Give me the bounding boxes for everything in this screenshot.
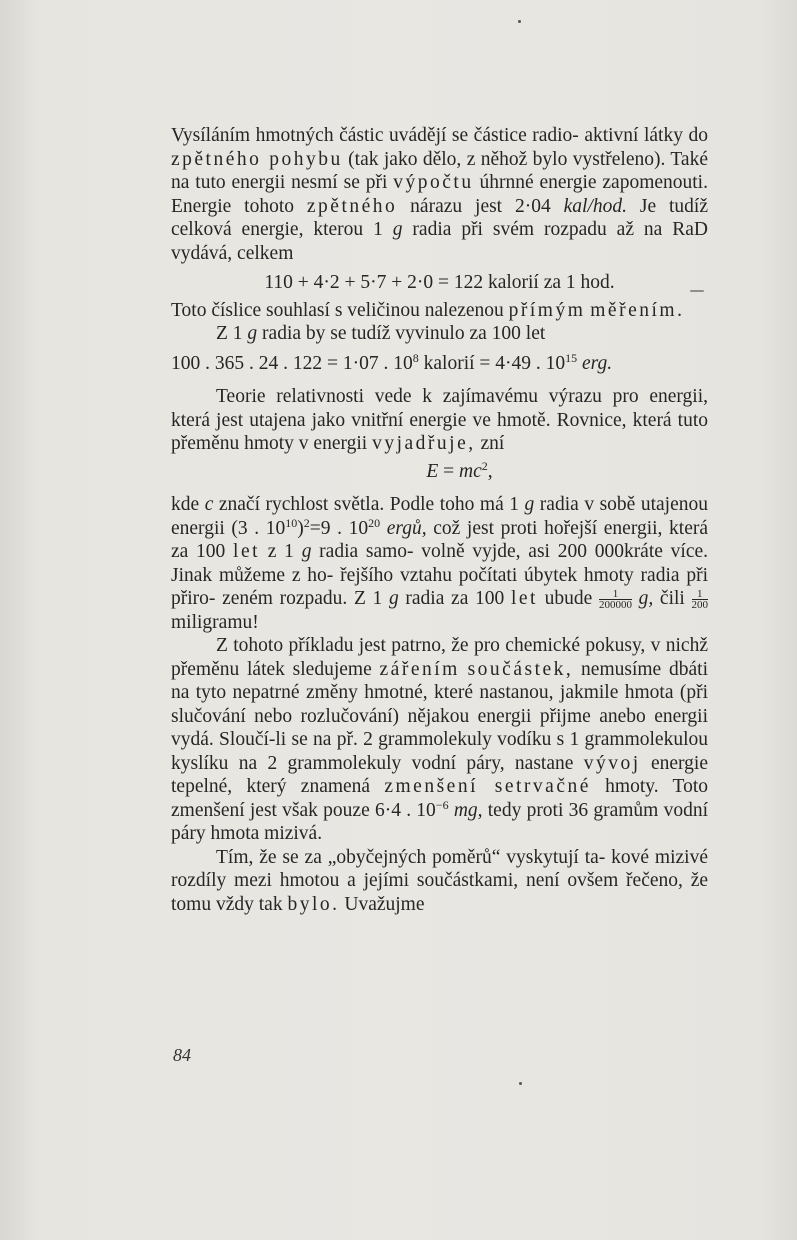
unit-italic: c <box>204 494 214 515</box>
formula-part: , <box>487 460 493 482</box>
paper-speck <box>519 1082 522 1085</box>
text-line: Rovnice, která tuto přeměnu hmoty v energii <box>171 409 709 454</box>
unit-italic: g <box>247 323 258 344</box>
text-line: zní <box>480 433 505 454</box>
formula-part: 100 . 365 . 24 . 122 = 1·07 . 10 <box>171 352 413 374</box>
text-line: pokusy, v nichž přeměnu látek sledujeme <box>171 635 708 680</box>
text-line: energie tepelné, který znamená <box>171 752 708 797</box>
text-line: =9 . 10 <box>309 517 369 539</box>
text-line: páry, nastane <box>466 752 584 774</box>
text-line: z 1 <box>260 541 302 562</box>
text-line: hmota mizivá. <box>210 823 323 844</box>
exponent: 2 <box>481 458 488 473</box>
text-line: energii, která jest utajena jako vnitřní energie ve hmotě. <box>171 386 709 431</box>
spaced-emphasis: let <box>233 541 261 562</box>
spaced-emphasis: zmenšení setrvačné <box>384 776 591 797</box>
exponent: −6 <box>435 797 449 812</box>
text-line: úhrnné energie zapomenouti. Energie <box>171 172 708 217</box>
fraction-numerator: 1 <box>692 589 709 600</box>
spaced-emphasis: let <box>510 588 538 609</box>
text-line: nebo rozlučování) nějakou energii přijme anebo energii <box>254 705 708 727</box>
text-line: radia při svém rozpadu až <box>402 219 634 240</box>
fraction <box>692 589 709 610</box>
text-line: zeném rozpadu. Z 1 <box>222 588 389 609</box>
fraction <box>599 589 632 610</box>
unit-italic: g <box>392 219 403 240</box>
text-line: Teorie relativnosti vede k zajímavému výrazu pro <box>216 386 639 407</box>
paper-speck <box>690 290 704 292</box>
page-number: 84 <box>173 1045 191 1065</box>
unit-italic: g <box>388 588 399 609</box>
exponent: 15 <box>565 350 578 365</box>
text-line: což jest <box>426 517 495 539</box>
spaced-emphasis: vývoj <box>583 752 641 774</box>
unit-italic: mg, <box>453 799 483 821</box>
text-line: z něhož bylo vystřeleno). Také na tuto energii nesmí se <box>171 148 708 193</box>
spaced-emphasis: bylo. <box>287 893 340 915</box>
text-line: značí rychlost světla. Podle toho má 1 <box>213 494 525 515</box>
text-line: Uvažujme <box>339 893 425 915</box>
text-line: není ovšem řečeno, že tomu vždy tak <box>171 870 709 915</box>
text-line: Z tohoto příkladu jest patrno, že pro chemické <box>216 635 580 656</box>
text-line: radia <box>534 494 579 515</box>
text-line: tohoto <box>244 195 307 217</box>
paragraph-6 <box>171 634 708 846</box>
formula-emc <box>171 460 708 484</box>
spaced-emphasis: zpětného pohybu <box>171 148 343 170</box>
text-line: čili <box>659 588 692 609</box>
paragraph-4 <box>171 385 708 456</box>
fraction-numerator: 1 <box>599 589 632 600</box>
text-line: kde <box>171 494 205 515</box>
spaced-emphasis: výpočtu <box>393 172 474 193</box>
text-line: Je tudíž <box>627 195 709 217</box>
body-text <box>171 124 708 916</box>
text-line: při <box>365 172 394 193</box>
spaced-emphasis: vyjadřuje, <box>372 433 476 454</box>
spaced-emphasis: měřením. <box>590 299 685 321</box>
paragraph-3 <box>171 322 708 346</box>
text-line: nemusíme dbáti na tyto nepatrné změny <box>171 658 708 703</box>
paragraph-2 <box>171 299 708 323</box>
formula-energy <box>171 352 708 376</box>
text-line: vydá. Sloučí-li se na př. 2 grammolekuly vodíku <box>171 729 552 750</box>
text-line: hmotné, které nastanou, jakmile hmota (při slučování <box>171 682 708 727</box>
formula-part: mc <box>459 460 482 482</box>
fraction-denominator: 200000 <box>598 599 632 611</box>
text-line: proti hořejší energii, která za 100 <box>171 517 709 562</box>
text-line: Tím, že se za „obyčejných poměrů“ vyskytují ta- <box>216 846 606 868</box>
text-line: pouze 6·4 . 10 <box>323 799 436 821</box>
spaced-emphasis: zářením <box>379 658 460 680</box>
text-line: Vysíláním hmotných částic uvádějí se částice radio- <box>171 125 579 146</box>
text-line: kové mizivé rozdíly mezi hmotou a jejími součástkami, <box>171 846 708 891</box>
unit-italic: kal/hod. <box>563 195 627 217</box>
spaced-emphasis: zpětného <box>306 195 398 217</box>
unit-italic: g <box>301 541 312 562</box>
text-line: volně vyjde, asi 200 000kráte více. Jinak můžeme z ho- <box>171 541 709 586</box>
unit-italic: g <box>524 494 535 515</box>
unit-italic: g, <box>638 588 654 609</box>
spaced-emphasis: přímým <box>508 299 586 321</box>
exponent: 10 <box>285 515 298 530</box>
formula-part: kalorií = 4·49 . 10 <box>418 352 566 374</box>
text-line: radia samo- <box>311 541 414 562</box>
text-line: ubude <box>537 588 599 609</box>
text-line: Z 1 <box>216 323 248 344</box>
text-line: aktivní látky do <box>584 125 708 146</box>
text-line: s 1 grammolekulou kyslíku na 2 grammolekuly vodní <box>171 729 708 774</box>
text-line: tedy proti 36 gramům vodní páry <box>171 799 708 844</box>
unit-italic: ergů, <box>386 517 427 539</box>
text-line: radia by se tudíž vyvinulo za 100 let <box>257 323 546 344</box>
fraction-denominator: 200 <box>691 599 708 611</box>
paper-speck <box>518 20 521 23</box>
formula-part: = <box>438 460 460 482</box>
paragraph-7 <box>171 846 708 917</box>
text-line: na RaD vydává, celkem <box>171 219 708 264</box>
text-line: radia za 100 <box>398 588 511 609</box>
text-line: řejšího vztahu počítati úbytek hmoty radia při přiro- <box>171 564 708 609</box>
text-line: nárazu jest 2·04 <box>397 195 564 217</box>
exponent: 2 <box>303 515 310 530</box>
formula-sum: 110 + 4·2 + 5·7 + 2·0 = 122 kalorií za 1 hod. <box>264 272 615 293</box>
paragraph-5 <box>171 493 708 634</box>
text-line: celková energie, kterou 1 <box>171 219 393 240</box>
text-line: (tak jako dělo, <box>342 148 462 170</box>
paragraph-1 <box>171 124 708 265</box>
formula-part: E <box>426 460 439 482</box>
text-line: hmoty. Toto zmenšení jest však <box>171 776 709 821</box>
exponent: 20 <box>368 515 381 530</box>
text-line: v sobě utajenou energii (3 . 10 <box>171 494 709 539</box>
text-line: miligramu! <box>171 611 259 633</box>
text-line: ) <box>297 517 304 539</box>
unit-italic: erg. <box>582 352 613 374</box>
spaced-emphasis: součástek, <box>467 658 574 680</box>
exponent: 8 <box>412 350 419 365</box>
text-line: Toto číslice souhlasí s veličinou nalezenou <box>171 299 509 321</box>
